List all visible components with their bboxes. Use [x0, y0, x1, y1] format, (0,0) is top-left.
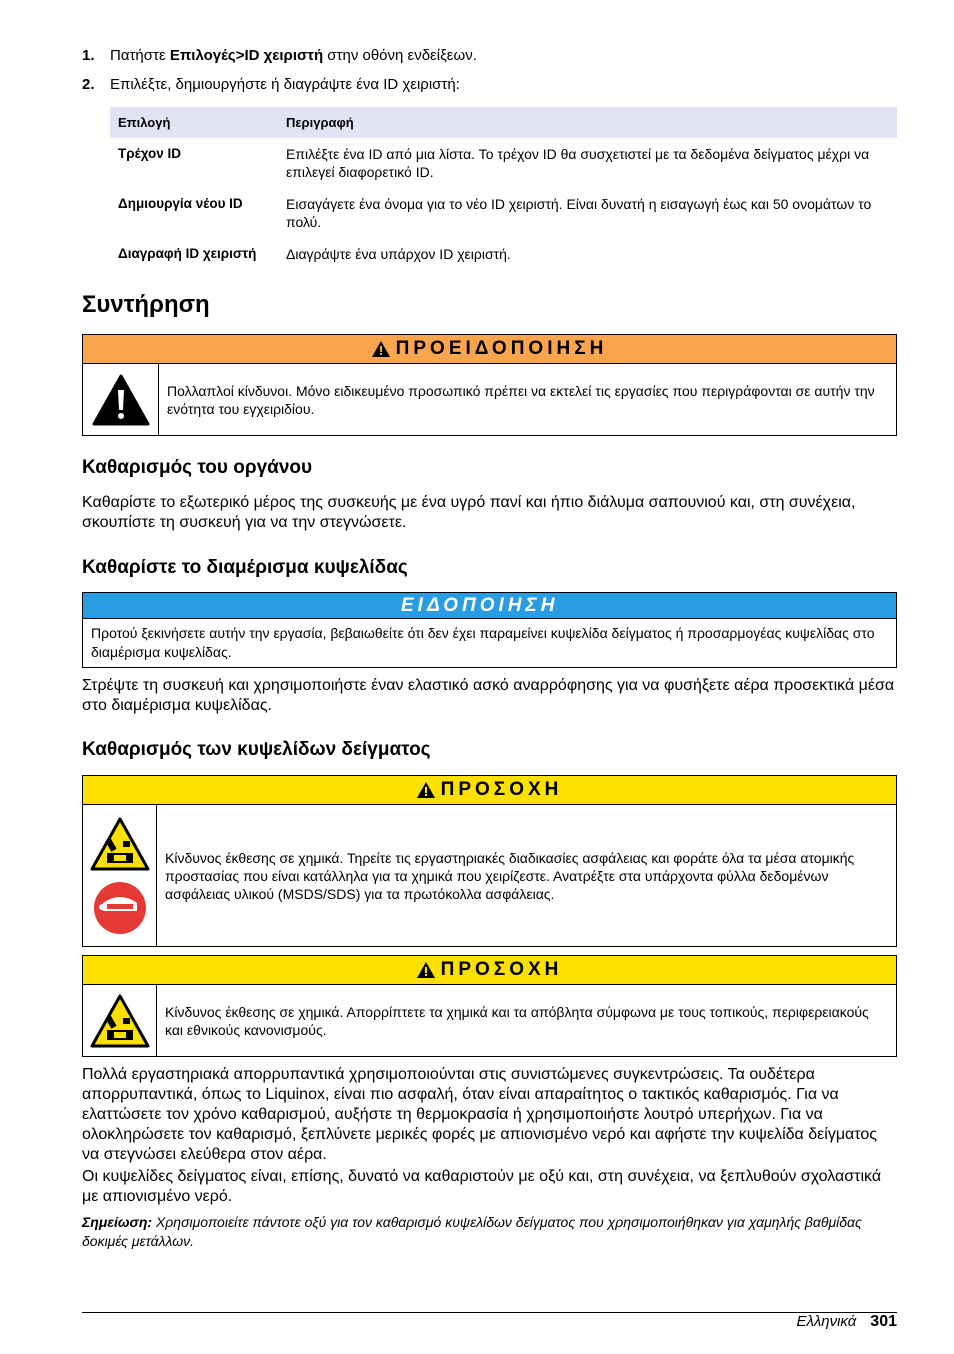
eye-protection-icon — [93, 881, 147, 935]
caution-icon-column — [83, 985, 157, 1057]
menu-path: Επιλογές>ID χειριστή — [169, 47, 324, 64]
warning-triangle-icon — [417, 782, 435, 798]
notice-text: Προτού ξεκινήσετε αυτήν την εργασία, βεβαιωθείτε ότι δεν έχει παραμείνει κυψελίδα δείγματος ή προσαρμογέας κυψελίδας στο διαμέρισμα κυψελίδας. — [91, 625, 875, 660]
chemical-hazard-icon — [90, 817, 150, 871]
caution-icon-column — [83, 805, 157, 947]
warning-label: ΠΡΟΕΙΔΟΠΟΙΗΣΗ — [395, 338, 608, 359]
page-number: 301 — [870, 1313, 897, 1330]
step-1 — [82, 47, 477, 65]
notice-header — [83, 593, 896, 619]
option-name: Τρέχον ID — [118, 146, 181, 161]
subsection-title: Καθαρισμός του οργάνου — [82, 457, 313, 478]
note — [82, 1213, 897, 1251]
warning-triangle-icon — [417, 962, 435, 978]
table-header — [110, 107, 897, 138]
note-label: Σημείωση: — [82, 1214, 153, 1230]
option-name: Διαγραφή ID χειριστή — [118, 246, 257, 261]
option-name: Δημιουργία νέου ID — [118, 196, 243, 211]
caution-label: ΠΡΟΣΟΧΗ — [440, 959, 563, 980]
option-description: Επιλέξτε ένα ID από μια λίστα. Το τρέχον ID θα συσχετιστεί με τα δεδομένα δείγματος μέχρι να επιλεγεί διαφορετικό ID. — [286, 146, 870, 180]
step-text: Επιλέξτε, δημιουργήστε ή διαγράψτε ένα ID χειριστή: — [110, 76, 460, 93]
header-option: Επιλογή — [118, 115, 171, 130]
warning-triangle-icon — [372, 341, 390, 357]
caution-header — [83, 776, 896, 805]
footer-divider — [82, 1312, 897, 1313]
warning-icon-column — [83, 364, 159, 436]
caution-box — [82, 775, 897, 947]
option-description: Διαγράψτε ένα υπάρχον ID χειριστή. — [286, 246, 511, 262]
warning-header — [83, 335, 896, 364]
step-number: 2. — [82, 76, 95, 93]
step-number: 1. — [82, 47, 95, 64]
note-text: Χρησιμοποιείτε πάντοτε οξύ για τον καθαρισμό κυψελίδων δείγματος που χρησιμοποιήθηκαν για χαμηλής βαθμίδας δοκιμές μετάλλων. — [82, 1214, 862, 1249]
section-title-maintenance: Συντήρηση — [82, 291, 210, 318]
table-row — [110, 145, 897, 181]
step-text: Πατήστε — [110, 47, 170, 64]
step-text-end: στην οθόνη ενδείξεων. — [323, 47, 477, 64]
caution-text: Κίνδυνος έκθεσης σε χημικά. Τηρείτε τις εργαστηριακές διαδικασίες ασφάλειας και φοράτε όλα τα μέσα ατομικής προστασίας που είναι κατάλληλα για τα χημικά που χειρίζεστε. Ανατρέξτε στα υπάρχοντα φύλλα δεδομένων ασφάλειας υλικού (MSDS/SDS) για τα πρωτόκολλα ασφάλειας. — [165, 850, 855, 902]
general-warning-icon — [92, 374, 150, 426]
body-paragraph: Πολλά εργαστηριακά απορρυπαντικά χρησιμοποιούνται στις συνιστώμενες συγκεντρώσεις. Τα ουδέτερα απορρυπαντικά, όπως το Liquinox, είναι πιο ασφαλή, όταν είναι απαραίτητος ο τακτικός καθαρισμός. Για να ελαττώσετε τον χρόνο καθαρισμού, αυξήστε τη θερμοκρασία ή χρησιμοποιήστε λουτρό υπερήχων. Για να ολοκληρώσετε τον καθαρισμό, ξεπλύνετε μερικές φορές με απιονισμένο νερό και αφήστε την κυψελίδα δείγματος να στεγνώσει ελεύθερα στον αέρα. — [82, 1066, 877, 1163]
table-row — [110, 195, 897, 231]
table-row — [110, 245, 897, 263]
page-footer — [796, 1312, 897, 1332]
warning-text: Πολλαπλοί κίνδυνοι. Μόνο ειδικευμένο προσωπικό πρέπει να εκτελεί τις εργασίες που περιγράφονται σε αυτήν την ενότητα του εγχειριδίου. — [167, 383, 875, 417]
header-description: Περιγραφή — [286, 115, 354, 130]
subsection-title: Καθαρίστε το διαμέρισμα κυψελίδας — [82, 557, 408, 578]
caution-label: ΠΡΟΣΟΧΗ — [440, 779, 563, 800]
body-paragraph: Οι κυψελίδες δείγματος είναι, επίσης, δυνατό να καθαριστούν με οξύ και, στη συνέχεια, να ξεπλυθούν σχολαστικά με απιονισμένο νερό. — [82, 1168, 882, 1205]
notice-label: ΕΙΔΟΠΟΙΗΣΗ — [401, 594, 559, 616]
body-paragraph: Στρέψτε τη συσκευή και χρησιμοποιήστε έναν ελαστικό ασκό αναρρόφησης για να φυσήξετε αέρα προσεκτικά μέσα στο διαμέρισμα κυψελίδας. — [82, 677, 895, 714]
caution-text: Κίνδυνος έκθεσης σε χημικά. Απορρίπτετε τα χημικά και τα απόβλητα σύμφωνα με τους τοπικούς, περιφερειακούς και εθνικούς κανονισμούς. — [165, 1004, 869, 1038]
body-paragraph: Καθαρίστε το εξωτερικό μέρος της συσκευής με ένα υγρό πανί και ήπιο διάλυμα σαπουνιού και, στη συνέχεια, σκουπίστε τη συσκευή για να την στεγνώσετε. — [82, 494, 856, 531]
chemical-hazard-icon — [90, 994, 150, 1048]
subsection-title: Καθαρισμός των κυψελίδων δείγματος — [82, 739, 431, 760]
options-table — [110, 107, 897, 263]
warning-box — [82, 334, 897, 436]
caution-header — [83, 956, 896, 985]
footer-language: Ελληνικά — [796, 1313, 857, 1330]
notice-box — [82, 592, 897, 668]
caution-box — [82, 955, 897, 1057]
option-description: Εισαγάγετε ένα όνομα για το νέο ID χειριστή. Είναι δυνατή η εισαγωγή έως και 50 ονομάτων το πολύ. — [286, 196, 872, 230]
step-2 — [82, 76, 460, 94]
